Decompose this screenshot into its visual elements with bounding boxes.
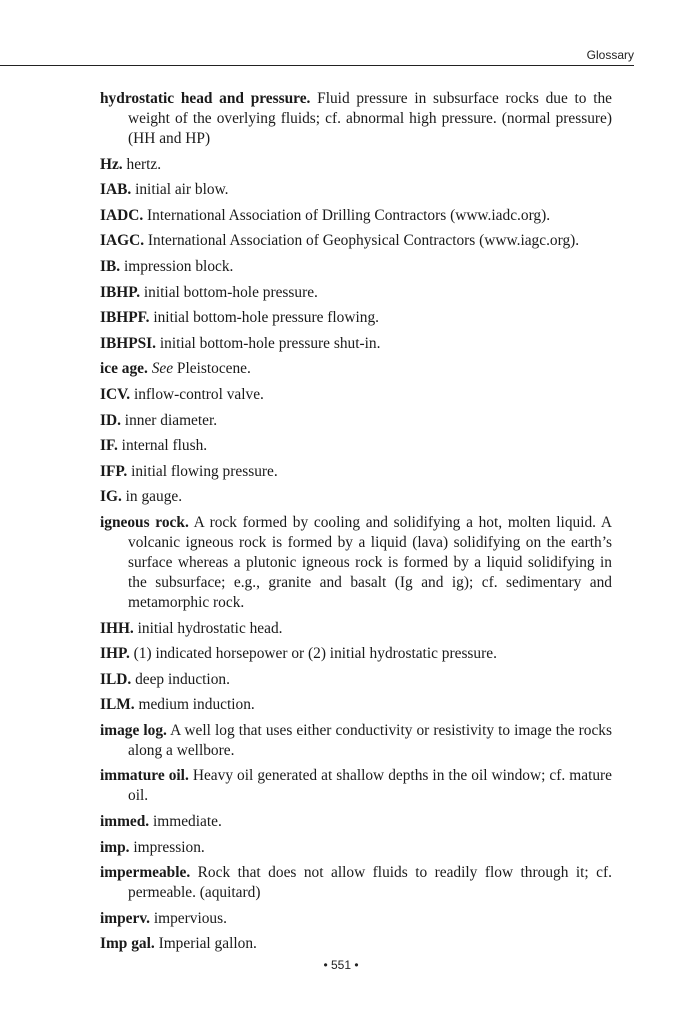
entry-term: ICV. <box>100 385 131 403</box>
entry-definition: International Association of Geophysical Contractors (www.iagc.org). <box>144 232 580 250</box>
entry-term: image log. <box>100 721 167 739</box>
glossary-entry <box>100 934 612 954</box>
running-header: Glossary <box>586 48 634 62</box>
glossary-entry <box>100 513 612 613</box>
glossary-entry <box>100 863 612 903</box>
glossary-entry <box>100 283 612 303</box>
glossary-entry <box>100 670 612 690</box>
entry-definition: in gauge. <box>121 488 183 506</box>
entry-see-reference: See <box>147 360 174 378</box>
entry-definition: A well log that uses either conductivity or resistivity to image the rocks along a wellbore. <box>128 721 612 759</box>
glossary-entry <box>100 308 612 328</box>
entry-term: impermeable. <box>100 864 191 882</box>
entry-term: imp. <box>100 838 130 856</box>
glossary-entry <box>100 812 612 832</box>
entry-definition: Heavy oil generated at shallow depths in the oil window; cf. mature oil. <box>128 767 612 805</box>
entry-definition: Fluid pressure in subsurface rocks due to the weight of the overlying fluids; cf. abnormal high pressure. (normal pressure) (HH and HP) <box>128 90 612 147</box>
entry-term: imperv. <box>100 909 151 927</box>
entry-term: Imp gal. <box>100 935 155 953</box>
glossary-entry <box>100 89 612 149</box>
glossary-entry <box>100 155 612 175</box>
glossary-entry <box>100 644 612 664</box>
entry-definition: impression. <box>129 838 205 856</box>
entry-term: IBHPF. <box>100 309 150 327</box>
entry-definition: medium induction. <box>134 696 255 714</box>
glossary-entry <box>100 385 612 405</box>
glossary-entry <box>100 721 612 761</box>
entry-definition: Imperial gallon. <box>154 935 257 953</box>
entry-definition: inner diameter. <box>120 411 218 429</box>
glossary-entry <box>100 838 612 858</box>
entry-definition: initial flowing pressure. <box>127 462 278 480</box>
entry-term: IAGC. <box>100 232 145 250</box>
entry-term: IG. <box>100 488 122 506</box>
glossary-entry <box>100 619 612 639</box>
entry-definition: A rock formed by cooling and solidifying a hot, molten liquid. A volcanic igneous rock is formed by a liquid (lava) solidifying on the earth’s surface whereas a plutonic igneous rock is formed by a liquid solidifying in the subsurface; e.g., granite and basalt (Ig and ig); cf. sedimentary and metamorphic rock. <box>128 513 612 611</box>
entry-definition: hertz. <box>122 155 162 173</box>
glossary-entry <box>100 487 612 507</box>
glossary-entry <box>100 436 612 456</box>
entry-term: ice age. <box>100 360 148 378</box>
entry-definition: International Association of Drilling Contractors (www.iadc.org). <box>143 206 551 224</box>
entry-term: igneous rock. <box>100 513 189 531</box>
entry-term: ID. <box>100 411 121 429</box>
entry-definition: impervious. <box>150 909 227 927</box>
glossary-entry <box>100 359 612 379</box>
entry-definition: initial air blow. <box>131 181 229 199</box>
entry-definition: inflow-control valve. <box>130 385 264 403</box>
entry-term: IB. <box>100 257 121 275</box>
entry-term: IHH. <box>100 619 134 637</box>
entry-definition: (1) indicated horsepower or (2) initial hydrostatic pressure. <box>129 645 497 663</box>
entry-term: IBHP. <box>100 283 141 301</box>
glossary-entry <box>100 334 612 354</box>
entry-term: IAB. <box>100 181 132 199</box>
entry-term: immed. <box>100 813 150 831</box>
page-number: • 551 • <box>323 958 359 972</box>
entry-term: IBHPSI. <box>100 334 157 352</box>
entry-definition: impression block. <box>120 257 234 275</box>
glossary-entry <box>100 766 612 806</box>
entry-definition: internal flush. <box>117 437 208 455</box>
glossary-entry <box>100 411 612 431</box>
header-rule <box>0 65 634 66</box>
entry-definition: Rock that does not allow fluids to readily flow through it; cf. permeable. (aquitard) <box>128 864 612 902</box>
entry-definition: initial bottom-hole pressure shut-in. <box>156 334 381 352</box>
entry-term: IADC. <box>100 206 144 224</box>
glossary-entry <box>100 231 612 251</box>
entry-definition: Pleistocene. <box>173 360 251 378</box>
entry-term: ILD. <box>100 670 132 688</box>
entry-term: immature oil. <box>100 767 189 785</box>
glossary-entry <box>100 180 612 200</box>
glossary-entry <box>100 206 612 226</box>
glossary-entry <box>100 909 612 929</box>
entry-term: IFP. <box>100 462 128 480</box>
entry-term: IF. <box>100 437 118 455</box>
glossary-entry <box>100 462 612 482</box>
entry-term: IHP. <box>100 645 130 663</box>
glossary-entry <box>100 257 612 277</box>
glossary-entry <box>100 695 612 715</box>
entry-definition: immediate. <box>149 813 222 831</box>
entry-definition: initial bottom-hole pressure flowing. <box>149 309 380 327</box>
entry-definition: initial hydrostatic head. <box>133 619 283 637</box>
entry-definition: deep induction. <box>131 670 230 688</box>
entry-term: hydrostatic head and pressure. <box>100 90 311 107</box>
entry-term: Hz. <box>100 155 123 173</box>
entry-definition: initial bottom-hole pressure. <box>140 283 318 301</box>
glossary-entries <box>100 89 612 960</box>
entry-term: ILM. <box>100 696 135 714</box>
